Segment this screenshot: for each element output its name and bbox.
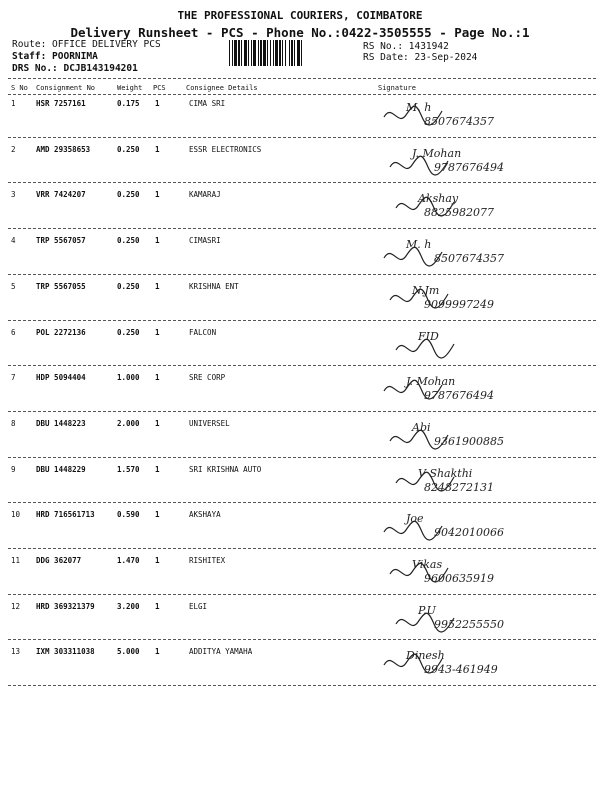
signature-name: J. Mohan bbox=[406, 375, 456, 388]
row-consignee: ELGI bbox=[189, 602, 208, 611]
row-divider bbox=[8, 137, 596, 138]
signature-phone: 9952255550 bbox=[434, 618, 504, 631]
row-pcs: 1 bbox=[155, 328, 160, 337]
signature-name: M. h bbox=[406, 238, 432, 251]
row-consignment-no: HRD 716561713 bbox=[36, 510, 95, 519]
row-sno: 11 bbox=[11, 556, 21, 565]
signature-phone: 9361900885 bbox=[434, 435, 504, 448]
row-consignee: RISHITEX bbox=[189, 556, 226, 565]
row-divider bbox=[8, 639, 596, 640]
row-consignment-no: HSR 7257161 bbox=[36, 99, 86, 108]
header-top-divider bbox=[8, 78, 596, 79]
col-pcs-header: PCS bbox=[153, 84, 166, 92]
rs-number: RS No.: 1431942 bbox=[363, 41, 449, 52]
row-consignment-no: HRD 369321379 bbox=[36, 602, 95, 611]
row-divider bbox=[8, 685, 596, 686]
col-sno-header: S No bbox=[11, 84, 28, 92]
runsheet-title: Delivery Runsheet - PCS - Phone No.:0422-3505555 - Page No.:1 bbox=[70, 25, 530, 40]
row-consignee: SRI KRISHNA AUTO bbox=[189, 465, 262, 474]
signature bbox=[372, 190, 596, 230]
signature bbox=[372, 236, 596, 276]
row-weight: 1.000 bbox=[117, 373, 140, 382]
signature-phone: 9787676494 bbox=[434, 161, 504, 174]
signature-phone: 9600635919 bbox=[424, 572, 494, 585]
signature-phone: 8248272131 bbox=[424, 481, 494, 494]
row-sno: 13 bbox=[11, 647, 21, 656]
row-pcs: 1 bbox=[155, 556, 160, 565]
row-sno: 3 bbox=[11, 190, 16, 199]
row-consignment-no: VRR 7424207 bbox=[36, 190, 86, 199]
row-weight: 0.250 bbox=[117, 236, 140, 245]
row-pcs: 1 bbox=[155, 145, 160, 154]
col-weight-header: Weight bbox=[117, 84, 143, 92]
row-weight: 0.250 bbox=[117, 328, 140, 337]
signature bbox=[372, 99, 596, 139]
row-consignment-no: TRP 5567055 bbox=[36, 282, 86, 291]
row-consignee: FALCON bbox=[189, 328, 217, 337]
signature-name: M. h bbox=[406, 101, 432, 114]
row-sno: 10 bbox=[11, 510, 21, 519]
row-pcs: 1 bbox=[155, 236, 160, 245]
signature-phone: 9787676494 bbox=[424, 389, 494, 402]
row-weight: 0.590 bbox=[117, 510, 140, 519]
row-divider bbox=[8, 502, 596, 503]
row-divider bbox=[8, 228, 596, 229]
signature bbox=[372, 328, 596, 368]
row-pcs: 1 bbox=[155, 282, 160, 291]
route-label: Route: OFFICE DELIVERY PCS bbox=[12, 39, 161, 50]
row-pcs: 1 bbox=[155, 465, 160, 474]
signature-phone: 8507674357 bbox=[424, 115, 494, 128]
row-weight: 0.250 bbox=[117, 145, 140, 154]
signature-phone: 9943-461949 bbox=[424, 663, 498, 676]
row-weight: 0.175 bbox=[117, 99, 140, 108]
signature-scribble bbox=[372, 328, 596, 368]
row-sno: 5 bbox=[11, 282, 16, 291]
signature-name: FID bbox=[418, 330, 439, 343]
row-weight: 3.200 bbox=[117, 602, 140, 611]
staff-label: Staff: POORNIMA bbox=[12, 51, 98, 62]
row-consignee: CIMA SRI bbox=[189, 99, 226, 108]
signature-name: Akshay bbox=[418, 192, 459, 205]
row-divider bbox=[8, 365, 596, 366]
barcode bbox=[229, 40, 354, 66]
signature-name: N.Jm bbox=[412, 284, 440, 297]
row-consignment-no: DBU 1448229 bbox=[36, 465, 86, 474]
signature bbox=[372, 602, 596, 642]
signature-name: Joe bbox=[406, 512, 424, 525]
col-signature-header: Signature bbox=[378, 84, 416, 92]
row-sno: 12 bbox=[11, 602, 21, 611]
signature bbox=[372, 282, 596, 322]
signature bbox=[372, 373, 596, 413]
company-name: THE PROFESSIONAL COURIERS, COIMBATORE bbox=[177, 9, 423, 22]
row-pcs: 1 bbox=[155, 190, 160, 199]
drs-number: DRS No.: DCJB143194201 bbox=[12, 63, 138, 74]
row-pcs: 1 bbox=[155, 419, 160, 428]
signature bbox=[372, 556, 596, 596]
row-consignee: KAMARAJ bbox=[189, 190, 221, 199]
signature-name: Abi bbox=[412, 421, 431, 434]
row-pcs: 1 bbox=[155, 510, 160, 519]
row-consignee: KRISHNA ENT bbox=[189, 282, 239, 291]
row-consignee: ADDITYA YAMAHA bbox=[189, 647, 253, 656]
row-divider bbox=[8, 457, 596, 458]
signature-name: V Shakthi bbox=[418, 467, 473, 480]
rs-date: RS Date: 23-Sep-2024 bbox=[363, 52, 478, 63]
signature bbox=[372, 647, 596, 687]
row-divider bbox=[8, 182, 596, 183]
row-divider bbox=[8, 320, 596, 321]
signature bbox=[372, 510, 596, 550]
row-divider bbox=[8, 594, 596, 595]
signature bbox=[372, 145, 596, 185]
header-bottom-divider bbox=[8, 94, 596, 95]
row-weight: 5.000 bbox=[117, 647, 140, 656]
row-consignee: UNIVERSEL bbox=[189, 419, 230, 428]
row-sno: 9 bbox=[11, 465, 16, 474]
row-sno: 6 bbox=[11, 328, 16, 337]
row-consignee: ESSR ELECTRONICS bbox=[189, 145, 262, 154]
signature bbox=[372, 465, 596, 505]
row-weight: 0.250 bbox=[117, 282, 140, 291]
row-consignee: CIMASRI bbox=[189, 236, 221, 245]
row-weight: 1.470 bbox=[117, 556, 140, 565]
col-consignee-header: Consignee Details bbox=[186, 84, 258, 92]
row-consignment-no: IXM 303311038 bbox=[36, 647, 95, 656]
row-pcs: 1 bbox=[155, 602, 160, 611]
signature-phone: 9042010066 bbox=[434, 526, 504, 539]
row-sno: 7 bbox=[11, 373, 16, 382]
signature-name: P.U bbox=[418, 604, 436, 617]
row-consignment-no: TRP 5567057 bbox=[36, 236, 86, 245]
signature-phone: 8507674357 bbox=[434, 252, 504, 265]
signature-name: Vikas bbox=[412, 558, 443, 571]
row-pcs: 1 bbox=[155, 647, 160, 656]
row-consignee: AKSHAYA bbox=[189, 510, 221, 519]
row-sno: 4 bbox=[11, 236, 16, 245]
signature-name: Dinesh bbox=[406, 649, 445, 662]
row-consignee: SRE CORP bbox=[189, 373, 226, 382]
signature-phone: 9099997249 bbox=[424, 298, 494, 311]
signature-name: J. Mohan bbox=[412, 147, 462, 160]
row-divider bbox=[8, 548, 596, 549]
col-consignment-header: Consignment No bbox=[36, 84, 96, 92]
row-consignment-no: HDP 5094404 bbox=[36, 373, 86, 382]
row-sno: 2 bbox=[11, 145, 16, 154]
row-consignment-no: DDG 362077 bbox=[36, 556, 82, 565]
row-sno: 1 bbox=[11, 99, 16, 108]
row-consignment-no: DBU 1448223 bbox=[36, 419, 86, 428]
row-weight: 1.570 bbox=[117, 465, 140, 474]
signature bbox=[372, 419, 596, 459]
row-divider bbox=[8, 274, 596, 275]
row-pcs: 1 bbox=[155, 99, 160, 108]
row-consignment-no: POL 2272136 bbox=[36, 328, 86, 337]
row-sno: 8 bbox=[11, 419, 16, 428]
row-consignment-no: AMD 29358653 bbox=[36, 145, 91, 154]
row-weight: 2.000 bbox=[117, 419, 140, 428]
row-pcs: 1 bbox=[155, 373, 160, 382]
row-divider bbox=[8, 411, 596, 412]
signature-phone: 8825982077 bbox=[424, 206, 494, 219]
row-weight: 0.250 bbox=[117, 190, 140, 199]
